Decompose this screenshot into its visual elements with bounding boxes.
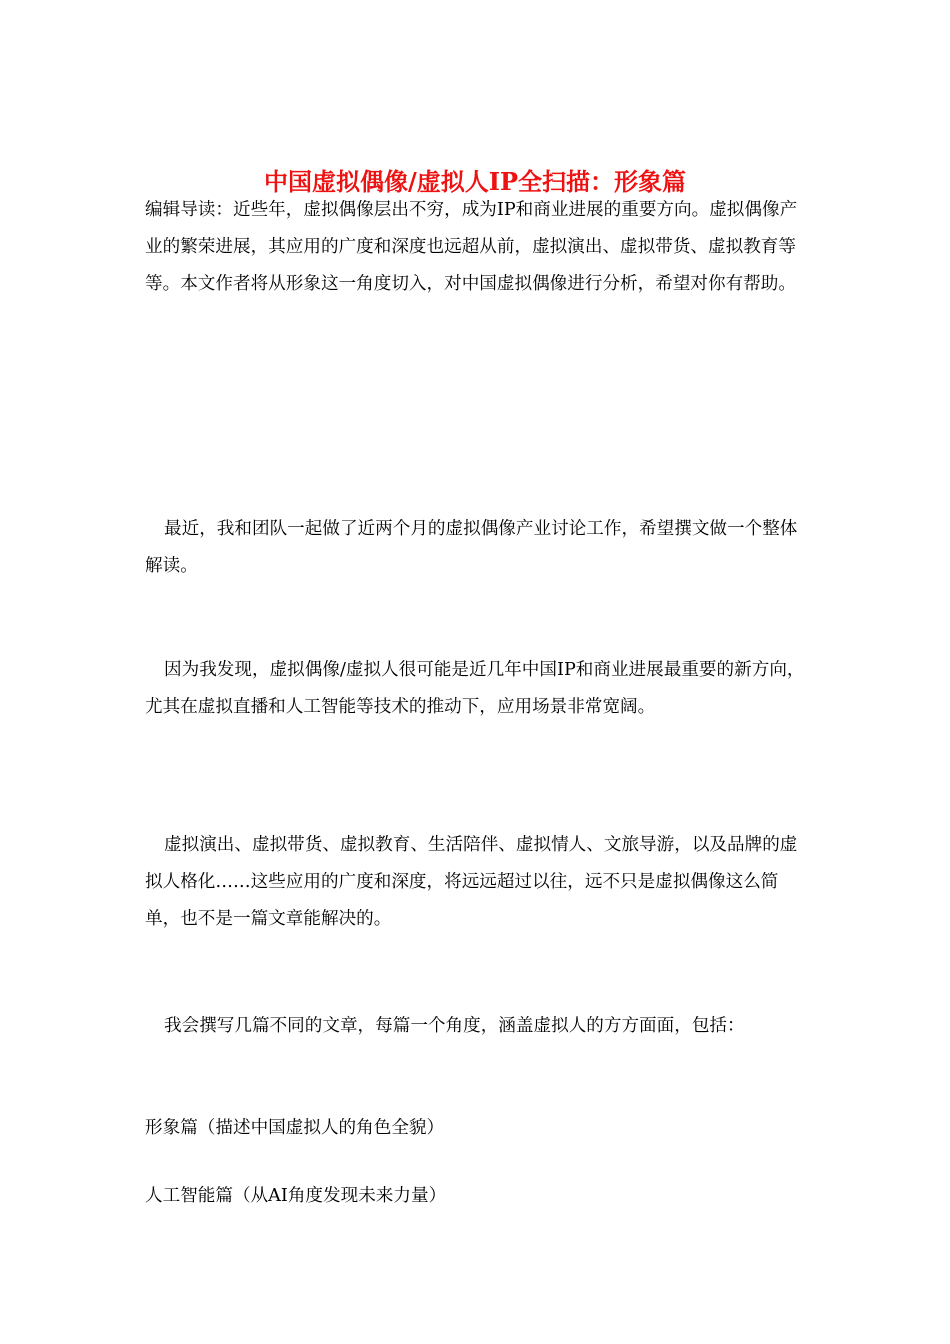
body-paragraph-3: 虚拟演出、虚拟带货、虚拟教育、生活陪伴、虚拟情人、文旅导游，以及品牌的虚拟人格化……这些应用的广度和深度，将远远超过以往，远不只是虚拟偶像这么简单，也不是一篇文章能解决的。 bbox=[145, 835, 798, 929]
article-list-item-2: 人工智能篇（从AI角度发现未来力量） bbox=[145, 1186, 447, 1206]
body-paragraph-2: 因为我发现，虚拟偶像/虚拟人很可能是近几年中国IP和商业进展最重要的新方向，尤其在虚拟直播和人工智能等技术的推动下，应用场景非常宽阔。 bbox=[145, 660, 805, 717]
body-paragraph-1: 最近，我和团队一起做了近两个月的虚拟偶像产业讨论工作，希望撰文做一个整体解读。 bbox=[145, 519, 798, 576]
document-title: 中国虚拟偶像/虚拟人IP全扫描：形象篇 bbox=[263, 167, 687, 197]
body-paragraph-4: 我会撰写几篇不同的文章，每篇一个角度，涵盖虚拟人的方方面面，包括： bbox=[164, 1016, 745, 1036]
article-list-item-1: 形象篇（描述中国虚拟人的角色全貌） bbox=[145, 1118, 445, 1138]
editor-intro: 编辑导读：近些年，虚拟偶像层出不穷，成为IP和商业进展的重要方向。虚拟偶像产业的繁荣进展，其应用的广度和深度也远超从前，虚拟演出、虚拟带货、虚拟教育等等。本文作者将从形象这一角度切入，对中国虚拟偶像进行分析，希望对你有帮助。 bbox=[145, 200, 798, 294]
